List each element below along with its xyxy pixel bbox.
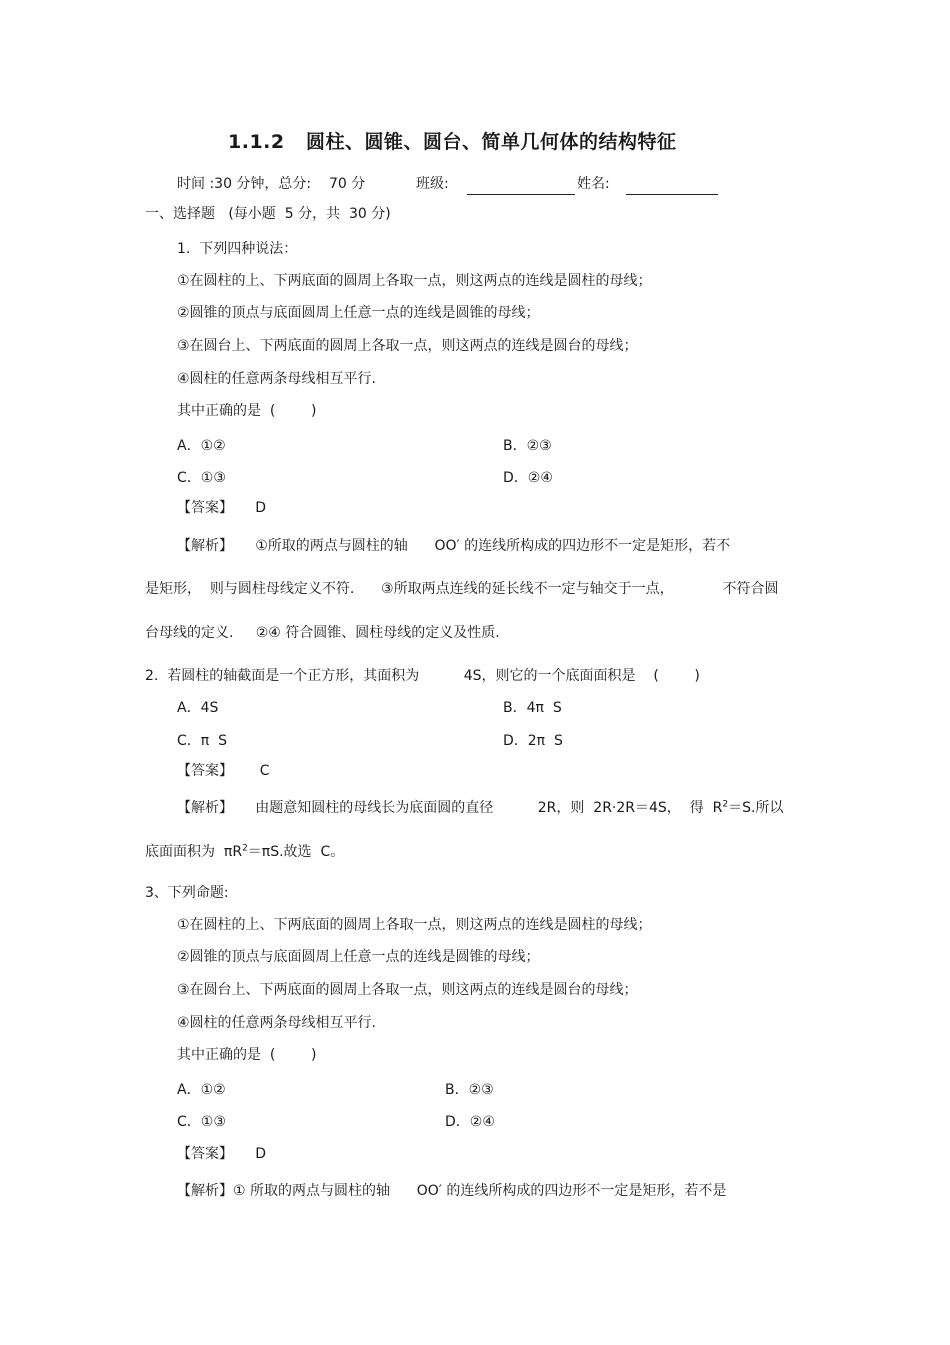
q3-statement-1: ①在圆柱的上、下两底面的圆周上各取一点，则这两点的连线是圆柱的母线； (177, 917, 652, 933)
q2-option-b: B．4π S (503, 700, 562, 716)
q2-explanation-2 (145, 843, 344, 861)
q1-answer: 【答案】 D (177, 500, 267, 516)
q2-option-c: C．π S (177, 733, 227, 749)
q1-explanation-3: 台母线的定义. ②④ 符合圆锥、圆柱母线的定义及性质. (145, 625, 500, 641)
q2-explanation-1-end: ＝S.所以 (728, 800, 784, 816)
q3-statement-2: ②圆锥的顶点与底面圆周上任意一点的连线是圆锥的母线； (177, 949, 540, 965)
q2-answer: 【答案】 C (177, 763, 270, 779)
q3-statement-3: ③在圆台上、下两底面的圆周上各取一点，则这两点的连线是圆台的母线； (177, 982, 638, 998)
q3-option-c: C．①③ (177, 1114, 226, 1130)
class-label: 班级: (416, 176, 449, 192)
q3-answer: 【答案】 D (177, 1146, 267, 1162)
section-heading: 一、选择题 (每小题 5 分，共 30 分) (145, 206, 391, 222)
exponent: 2 (242, 843, 248, 854)
q1-stem: 1. 下列四种说法： (177, 241, 298, 257)
q1-option-c: C．①③ (177, 470, 226, 486)
page-title: 1.1.2 圆柱、圆锥、圆台、简单几何体的结构特征 (228, 131, 677, 153)
q3-question: 其中正确的是 ( ) (177, 1047, 317, 1063)
q2-explanation-2-end: ＝πS.故选 C。 (247, 844, 345, 860)
q1-statement-1: ①在圆柱的上、下两底面的圆周上各取一点，则这两点的连线是圆柱的母线； (177, 273, 652, 289)
name-blank[interactable] (626, 180, 718, 195)
q3-option-b: B．②③ (445, 1082, 494, 1098)
q3-stem: 3、下列命题: (145, 885, 229, 901)
q2-explanation-1 (177, 799, 783, 817)
q3-statement-4: ④圆柱的任意两条母线相互平行. (177, 1015, 377, 1031)
q1-explanation-1: 【解析】 ①所取的两点与圆柱的轴 OO′ 的连线所构成的四边形不一定是矩形，若不 (177, 538, 731, 554)
exponent: 2 (722, 799, 729, 810)
q3-option-a: A．①② (177, 1082, 226, 1098)
q1-statement-2: ②圆锥的顶点与底面圆周上任意一点的连线是圆锥的母线； (177, 305, 540, 321)
q2-explanation-2-main: 底面面积为 πR (145, 844, 243, 860)
q1-option-d: D．②④ (503, 470, 553, 486)
q3-option-d: D．②④ (445, 1114, 495, 1130)
q2-option-a: A．4S (177, 700, 219, 716)
name-label: 姓名: (577, 176, 610, 192)
q2-stem: 2. 若圆柱的轴截面是一个正方形，其面积为 4S，则它的一个底面面积是 ( ) (145, 668, 700, 684)
time-score: 时间 :30 分钟，总分: 70 分 (177, 176, 366, 192)
q1-statement-4: ④圆柱的任意两条母线相互平行. (177, 371, 377, 387)
q1-option-b: B．②③ (503, 438, 552, 454)
q2-option-d: D．2π S (503, 733, 563, 749)
q1-explanation-2: 是矩形， 则与圆柱母线定义不符. ③所取两点连线的延长线不一定与轴交于一点， 不符合圆 (145, 581, 779, 597)
q1-option-a: A．①② (177, 438, 226, 454)
q1-question: 其中正确的是 ( ) (177, 403, 317, 419)
q3-explanation-1: 【解析】① 所取的两点与圆柱的轴 OO′ 的连线所构成的四边形不一定是矩形，若不是 (177, 1183, 727, 1199)
q2-explanation-1-main: 【解析】 由题意知圆柱的母线长为底面圆的直径 2R，则 2R·2R＝4S， 得 R (177, 800, 723, 816)
class-blank[interactable] (467, 180, 575, 195)
q1-statement-3: ③在圆台上、下两底面的圆周上各取一点，则这两点的连线是圆台的母线； (177, 338, 638, 354)
